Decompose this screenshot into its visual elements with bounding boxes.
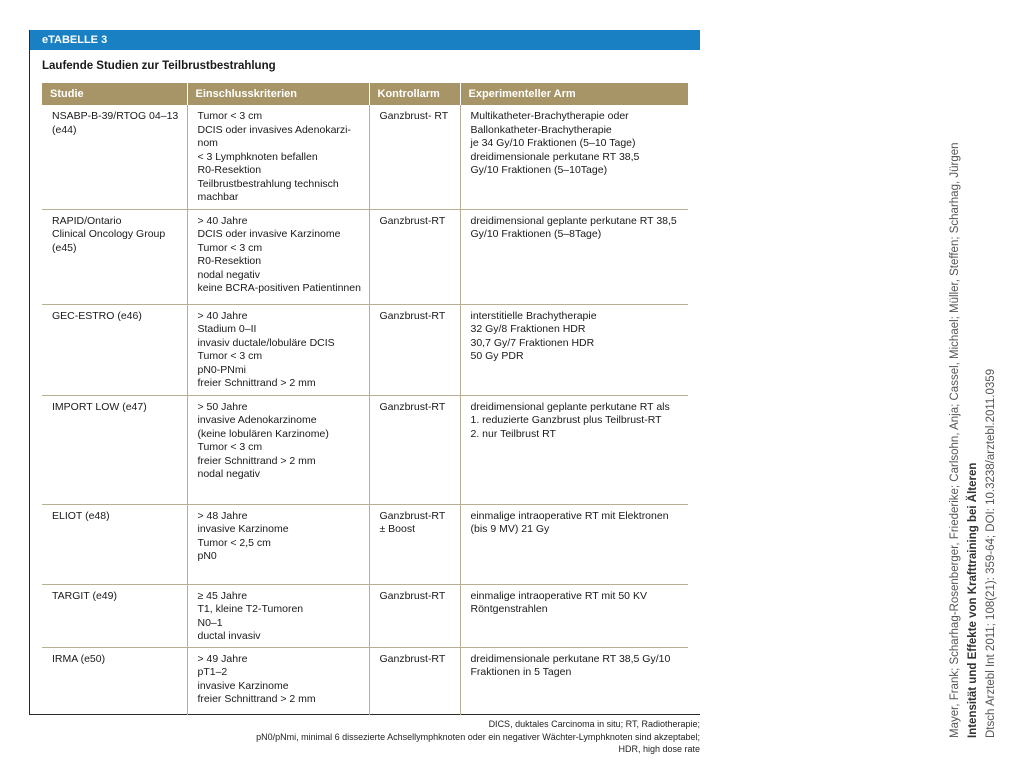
table-row — [42, 304, 688, 395]
cell-einschlusskriterien — [187, 584, 369, 647]
cell-line: pN0 — [197, 550, 217, 562]
cell-line: dreidimensional geplante perkutane RT als — [470, 400, 670, 413]
cell-kontrollarm — [369, 504, 460, 584]
column-header-kontrollarm: Kontrollarm — [369, 83, 460, 105]
cell-line: Gy/10 Fraktionen (5–10Tage) — [470, 164, 608, 176]
cell-studie — [42, 304, 187, 395]
footnote-line: HDR, high dose rate — [618, 744, 700, 754]
cell-line: machbar — [197, 191, 239, 203]
cell-line: je 34 Gy/10 Fraktionen (5–10 Tage) — [470, 137, 636, 149]
cell-line: ± Boost — [379, 523, 416, 535]
cell-line: (keine lobulären Karzinome) — [197, 427, 329, 440]
cell-kontrollarm — [369, 105, 460, 209]
cell-line: Teilbrustbestrahlung technisch — [197, 177, 339, 190]
cell-line: Ganzbrust-RT — [379, 589, 446, 602]
cell-einschlusskriterien — [187, 105, 369, 209]
cell-line: Ganzbrust- RT — [379, 110, 449, 122]
cell-line: ductal invasiv — [197, 630, 261, 642]
cell-line: T1, kleine T2-Tumoren — [197, 603, 304, 615]
cell-line: R0-Resektion — [197, 164, 262, 176]
cell-line: Ganzbrust-RT — [379, 309, 446, 322]
column-header-einschlusskriterien: Einschlusskriterien — [187, 83, 369, 105]
citation-source: Dtsch Arztebl Int 2011; 108(21): 359-64; DOI: 10.3238/arztebl.2011.0359 — [985, 368, 997, 738]
cell-kontrollarm — [369, 647, 460, 715]
cell-line: Multikatheter-Brachytherapie oder — [470, 110, 629, 122]
cell-line: N0–1 — [197, 616, 223, 629]
column-header-studie: Studie — [42, 83, 187, 105]
cell-line: (e44) — [52, 123, 77, 136]
citation-authors: Mayer, Frank; Scharhag-Rosenberger, Friederike; Carlsohn, Anja; Cassel, Michael; Müller, Steffen; Scharhag, Jürgen — [949, 142, 961, 738]
cell-experimenteller-arm — [460, 395, 688, 504]
studies-table — [42, 83, 688, 715]
cell-line: Tumor < 3 cm — [197, 241, 263, 254]
cell-line: Tumor < 3 cm — [197, 110, 263, 122]
table-body — [42, 105, 688, 715]
cell-studie — [42, 504, 187, 584]
cell-line: RAPID/Ontario — [52, 214, 122, 227]
cell-line: freier Schnittrand > 2 mm — [197, 377, 316, 389]
cell-line: pN0-PNmi — [197, 363, 246, 376]
cell-line: 32 Gy/8 Fraktionen HDR — [470, 323, 586, 335]
cell-experimenteller-arm — [460, 105, 688, 209]
cell-line: Tumor < 2,5 cm — [197, 536, 271, 549]
cell-kontrollarm — [369, 584, 460, 647]
cell-line: einmalige intraoperative RT mit Elektronen — [470, 509, 669, 522]
cell-line: Tumor < 3 cm — [197, 441, 263, 453]
cell-experimenteller-arm — [460, 304, 688, 395]
cell-line: ELIOT (e48) — [52, 509, 110, 522]
cell-line: Ganzbrust-RT — [379, 214, 446, 227]
cell-line: > 49 Jahre — [197, 652, 248, 665]
cell-line: IMPORT LOW (e47) — [52, 400, 147, 413]
citation-sidebar — [946, 58, 1000, 738]
table-row — [42, 584, 688, 647]
cell-line: invasive Adenokarzinome — [197, 414, 317, 426]
cell-line: NSABP-B-39/RTOG 04–13 — [52, 110, 179, 122]
table-row — [42, 395, 688, 504]
cell-line: (e45) — [52, 241, 77, 254]
cell-einschlusskriterien — [187, 209, 369, 304]
cell-studie — [42, 209, 187, 304]
cell-line: dreidimensional geplante perkutane RT 38,5 — [470, 214, 677, 227]
cell-line: nodal negativ — [197, 268, 260, 281]
cell-line: invasiv ductale/lobuläre DCIS — [197, 336, 335, 349]
cell-line: Ganzbrust-RT — [379, 509, 446, 522]
cell-line: DCIS oder invasives Adenokarzi- — [197, 123, 351, 136]
cell-einschlusskriterien — [187, 304, 369, 395]
table-row — [42, 105, 688, 209]
cell-line: > 48 Jahre — [197, 509, 248, 522]
cell-line: einmalige intraoperative RT mit 50 KV — [470, 589, 647, 602]
cell-studie — [42, 647, 187, 715]
cell-line: DCIS oder invasive Karzinome — [197, 228, 341, 240]
cell-line: freier Schnittrand > 2 mm — [197, 454, 316, 467]
cell-line: 30,7 Gy/7 Fraktionen HDR — [470, 336, 595, 349]
cell-line: Stadium 0–II — [197, 323, 257, 335]
cell-line: > 40 Jahre — [197, 214, 248, 227]
cell-line: Ganzbrust-RT — [379, 400, 446, 413]
cell-line: Röntgenstrahlen — [470, 603, 548, 615]
table-row — [42, 504, 688, 584]
cell-line: Ganzbrust-RT — [379, 652, 446, 665]
cell-studie — [42, 584, 187, 647]
cell-einschlusskriterien — [187, 647, 369, 715]
footnote-line: DICS, duktales Carcinoma in situ; RT, Radiotherapie; — [488, 719, 700, 729]
citation-title: Intensität und Effekte von Krafttraining bei Älteren — [967, 462, 979, 738]
cell-line: TARGIT (e49) — [52, 589, 117, 602]
cell-line: keine BCRA-positiven Patientinnen — [197, 282, 361, 294]
table-row — [42, 209, 688, 304]
cell-line: Tumor < 3 cm — [197, 350, 263, 362]
cell-line: 50 Gy PDR — [470, 350, 524, 362]
cell-line: freier Schnittrand > 2 mm — [197, 693, 316, 705]
footnotes — [256, 718, 700, 756]
cell-line: pT1–2 — [197, 666, 228, 678]
cell-kontrollarm — [369, 395, 460, 504]
cell-experimenteller-arm — [460, 504, 688, 584]
cell-line: dreidimensionale perkutane RT 38,5 — [470, 150, 640, 163]
table-row — [42, 647, 688, 715]
cell-line: invasive Karzinome — [197, 523, 289, 535]
cell-kontrollarm — [369, 304, 460, 395]
cell-studie — [42, 105, 187, 209]
cell-studie — [42, 395, 187, 504]
cell-line: IRMA (e50) — [52, 652, 106, 665]
cell-line: > 50 Jahre — [197, 400, 248, 413]
cell-line: (bis 9 MV) 21 Gy — [470, 523, 550, 535]
cell-line: ≥ 45 Jahre — [197, 589, 248, 602]
cell-kontrollarm — [369, 209, 460, 304]
cell-line: Fraktionen in 5 Tagen — [470, 666, 572, 678]
cell-line: < 3 Lymphknoten befallen — [197, 150, 318, 163]
cell-line: invasive Karzinome — [197, 679, 289, 692]
cell-line: nom — [197, 137, 218, 149]
cell-line: Clinical Oncology Group — [52, 228, 166, 240]
cell-line: GEC-ESTRO (e46) — [52, 309, 142, 322]
cell-experimenteller-arm — [460, 584, 688, 647]
table-label: eTABELLE 3 — [30, 30, 700, 50]
table-box — [29, 30, 700, 715]
cell-line: interstitielle Brachytherapie — [470, 309, 597, 322]
cell-line: > 40 Jahre — [197, 309, 248, 322]
cell-line: R0-Resektion — [197, 255, 262, 267]
column-header-experimenteller-arm: Experimenteller Arm — [460, 83, 688, 105]
cell-line: Gy/10 Fraktionen (5–8Tage) — [470, 228, 602, 240]
cell-einschlusskriterien — [187, 504, 369, 584]
cell-line: nodal negativ — [197, 468, 260, 480]
cell-line: 2. nur Teilbrust RT — [470, 427, 556, 440]
cell-line: 1. reduzierte Ganzbrust plus Teilbrust-RT — [470, 414, 662, 426]
table-title: Laufende Studien zur Teilbrustbestrahlung — [42, 60, 276, 72]
cell-line: dreidimensionale perkutane RT 38,5 Gy/10 — [470, 652, 671, 665]
footnote-line: pN0/pNmi, minimal 6 dissezierte Achsellymphknoten oder ein negativer Wächter-Lymphknoten sind akzeptabel; — [256, 731, 700, 742]
cell-line: Ballonkatheter-Brachytherapie — [470, 123, 612, 136]
cell-einschlusskriterien — [187, 395, 369, 504]
header-row — [42, 83, 688, 105]
cell-experimenteller-arm — [460, 209, 688, 304]
cell-experimenteller-arm — [460, 647, 688, 715]
